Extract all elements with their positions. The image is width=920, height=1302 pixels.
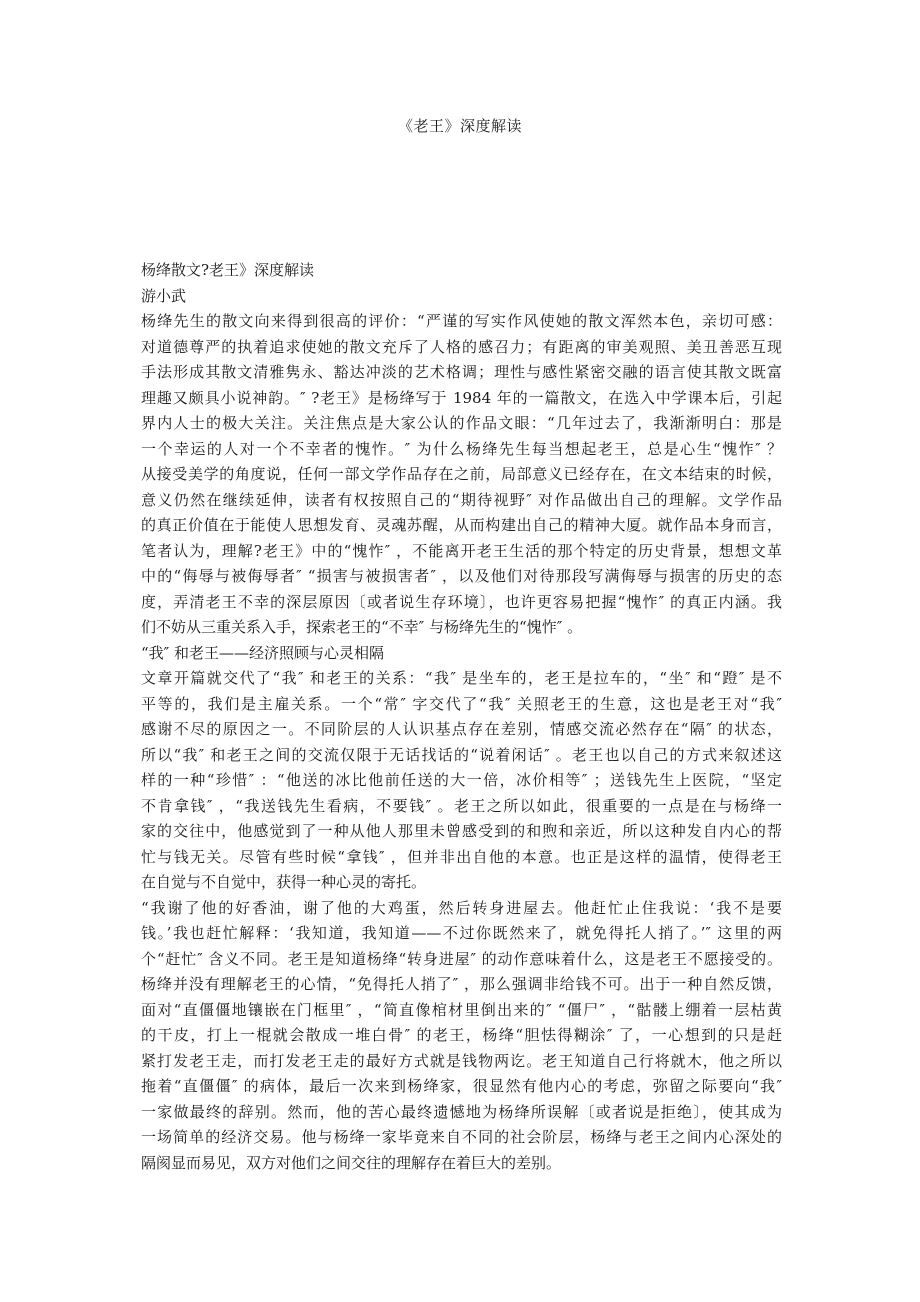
body-line: 一个幸运的人对一个不幸者的愧怍。″ 为什么杨绛先生每当想起老王，总是心生“愧怍″ ？ <box>141 439 782 458</box>
body-line: 不肯拿钱″ ，“我送钱先生看病，不要钱″ 。老王之所以如此，很重要的一点是在与杨绛一 <box>141 796 782 815</box>
body-line: 杨绛散文?老王》深度解读 <box>141 261 315 279</box>
document-title: 《老王》深度解读 <box>397 117 522 135</box>
body-line: 一场简单的经济交易。他与杨绛一家毕竟来自不同的社会阶层，杨绛与老王之间内心深处的 <box>141 1128 782 1146</box>
body-line: 文章开篇就交代了“我″ 和老王的关系：“我″ 是坐车的，老王是拉车的，“坐″ 和“蹬″ 是不 <box>141 669 782 687</box>
body-line: “我″ 和老王——经济照顾与心灵相隔 <box>141 643 385 662</box>
body-line: 样的一种“珍惜″ ：“他送的冰比他前任送的大一倍，冰价相等″ ；送钱先生上医院，“坚定 <box>141 771 782 789</box>
body-line: 意义仍然在继续延伸，读者有权按照自己的“期待视野″ 对作品做出自己的理解。文学作品 <box>141 490 782 509</box>
body-line: 忙与钱无关。尽管有些时候“拿钱″ ，但并非出自他的本意。也正是这样的温情，使得老王 <box>141 847 782 866</box>
body-line: “我谢了他的好香油，谢了他的大鸡蛋，然后转身进屋去。他赶忙止住我说：‘我不是要 <box>141 898 782 917</box>
body-line: 拖着“直僵僵″ 的病体，最后一次来到杨绛家，很显然有他内心的考虑，弥留之际要向“我″ <box>141 1077 782 1095</box>
body-line: 个“赶忙″ 含义不同。老王是知道杨绛“转身进屋″ 的动作意味着什么，这是老王不愿接受的。 <box>141 949 782 968</box>
body-line: 度，弄清老王不幸的深层原因〔或者说生存环境〕，也许更容易把握“愧怍″ 的真正内涵。我 <box>141 592 782 611</box>
body-line: 手法形成其散文清雅隽永、豁达冲淡的艺术格调；理性与感性紧密交融的语言使其散文既富 <box>141 363 782 381</box>
body-line: 的干皮，打上一棍就会散成一堆白骨″ 的老王，杨绛“胆怯得糊涂″ 了，一心想到的只是赶 <box>141 1026 782 1044</box>
body-line: 的真正价值在于能使人思想发育、灵魂苏醒，从而构建出自己的精神大厦。就作品本身而言， <box>141 516 782 534</box>
body-line: 游小武 <box>141 286 187 305</box>
body-line: 家的交往中，他感觉到了一种从他人那里未曾感受到的和煦和亲近，所以这种发自内心的帮 <box>141 822 782 840</box>
body-line: 界内人士的极大关注。关注焦点是大家公认的作品文眼：“几年过去了，我渐渐明白：那是 <box>141 414 782 432</box>
body-line: 感谢不尽的原因之一。不同阶层的人认识基点存在差别，情感交流必然存在“隔″ 的状态， <box>141 720 782 738</box>
body-line: 们不妨从三重关系入手，探索老王的“不幸″ 与杨绛先生的“愧怍″ 。 <box>141 618 583 636</box>
body-line: 钱。’我也赶忙解释：‘我知道，我知道——不过你既然来了，就免得托人捎了。’″ 这里的两 <box>141 924 782 942</box>
body-line: 笔者认为，理解?老王》中的“愧怍″ ，不能离开老王生活的那个特定的历史背景，想想文革 <box>141 541 782 560</box>
body-line: 一家做最终的辞别。然而，他的苦心最终遗憾地为杨绛所误解〔或者说是拒绝〕，使其成为 <box>141 1102 782 1121</box>
document-body <box>141 258 782 1176</box>
body-line: 杨绛并没有理解老王的心情，“免得托人捎了″ ，那么强调非给钱不可。出于一种自然反馈， <box>141 975 782 993</box>
body-line: 紧打发老王走，而打发老王走的最好方式就是钱物两讫。老王知道自己行将就木，他之所以 <box>141 1051 782 1070</box>
body-line: 面对“直僵僵地镶嵌在门框里″ ，“简直像棺材里倒出来的″ “僵尸″ ，“骷髅上绷着一层枯黄 <box>141 1000 782 1019</box>
body-line: 中的“侮辱与被侮辱者″ “损害与被损害者″ ，以及他们对待那段写满侮辱与损害的历史的态 <box>141 567 782 585</box>
body-line: 理趣又颇具小说神韵。″ ?老王》是杨绛写于 1984 年的一篇散文，在选入中学课本后，引起 <box>141 388 782 407</box>
body-line: 在自觉与不自觉中，获得一种心灵的寄托。 <box>141 873 427 891</box>
body-line: 从接受美学的角度说，任何一部文学作品存在之前，局部意义已经存在，在文本结束的时候， <box>141 465 782 483</box>
body-line: 对道德尊严的执着追求使她的散文充斥了人格的感召力；有距离的审美观照、美丑善恶互现 <box>141 337 782 356</box>
body-line: 杨绛先生的散文向来得到很高的评价：“严谨的写实作风使她的散文浑然本色，亲切可感： <box>141 312 782 330</box>
body-line: 平等的，我们是主雇关系。一个“常″ 字交代了“我″ 关照老王的生意，这也是老王对“我″ <box>141 694 782 713</box>
body-line: 隔阂显而易见，双方对他们之间交往的理解存在着巨大的差别。 <box>141 1153 562 1172</box>
body-line: 所以“我″ 和老王之间的交流仅限于无话找话的“说着闲话″ 。老王也以自己的方式来叙述这 <box>141 745 782 764</box>
